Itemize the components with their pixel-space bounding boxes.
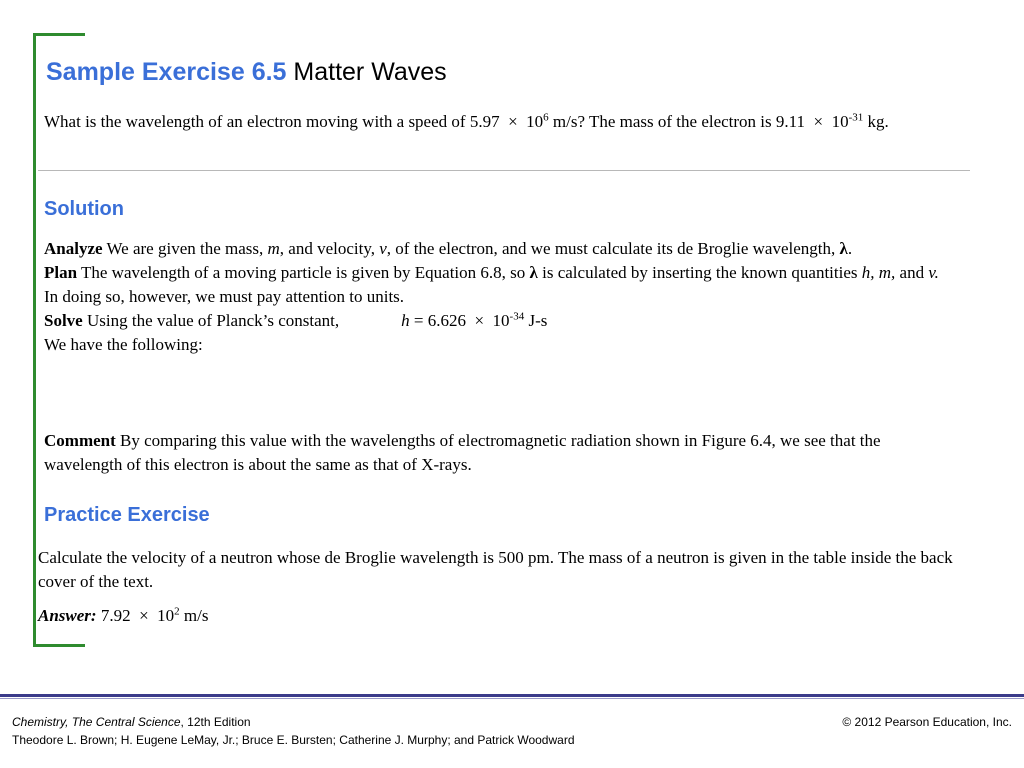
comment-paragraph: Comment By comparing this value with the wavelengths of electromagnetic radiation shown in Figure 6.4, we see that the wavelength of this electron is about the same as that of X-rays.	[44, 431, 881, 474]
slide-title	[46, 58, 447, 87]
frame-bottom-tick	[33, 644, 85, 647]
practice-text: Calculate the velocity of a neutron whose de Broglie wavelength is 500 pm. The mass of a neutron is given in the table inside the back cover of the text.	[38, 548, 953, 591]
analyze-paragraph: Analyze We are given the mass, m, and velocity, v, of the electron, and we must calculate its de Broglie wavelength, λ.	[44, 239, 853, 258]
frame-left-bar	[33, 33, 36, 647]
question-text: What is the wavelength of an electron moving with a speed of $5.97 \times 10^6$ m/s? The mass of the electron is $9.11 \times 10^{-31}$ kg.	[44, 111, 889, 131]
solution-heading: Solution	[44, 198, 124, 220]
footer-rule-thin	[0, 698, 1024, 699]
divider	[38, 170, 970, 171]
answer-line: Answer: $7.92 \times 10^2$ m/s	[38, 605, 209, 625]
footer-rule	[0, 694, 1024, 697]
footer-edition: , 12th Edition	[180, 715, 251, 729]
title-prefix: Sample Exercise 6.5	[46, 58, 287, 86]
footer-citation	[12, 713, 575, 749]
solve-paragraph: Solve Using the value of Planck’s constant, $h = 6.626 \times 10^{-34}$ J-s	[44, 310, 548, 330]
frame-top-tick	[33, 33, 85, 36]
plan-paragraph: Plan The wavelength of a moving particle is given by Equation 6.8, so λ is calculated by inserting the known quantities h, m, and v. In doing so, however, we must pay attention to units.	[44, 263, 939, 306]
title-rest: Matter Waves	[286, 58, 447, 86]
footer-copyright: © 2012 Pearson Education, Inc.	[842, 715, 1012, 729]
solve-line2: We have the following:	[44, 335, 203, 354]
footer-book-title: Chemistry, The Central Science	[12, 715, 181, 729]
footer-authors: Theodore L. Brown; H. Eugene LeMay, Jr.; Bruce E. Bursten; Catherine J. Murphy; and Patrick Woodward	[12, 733, 575, 747]
practice-heading: Practice Exercise	[44, 504, 210, 526]
solution-body	[44, 237, 944, 357]
